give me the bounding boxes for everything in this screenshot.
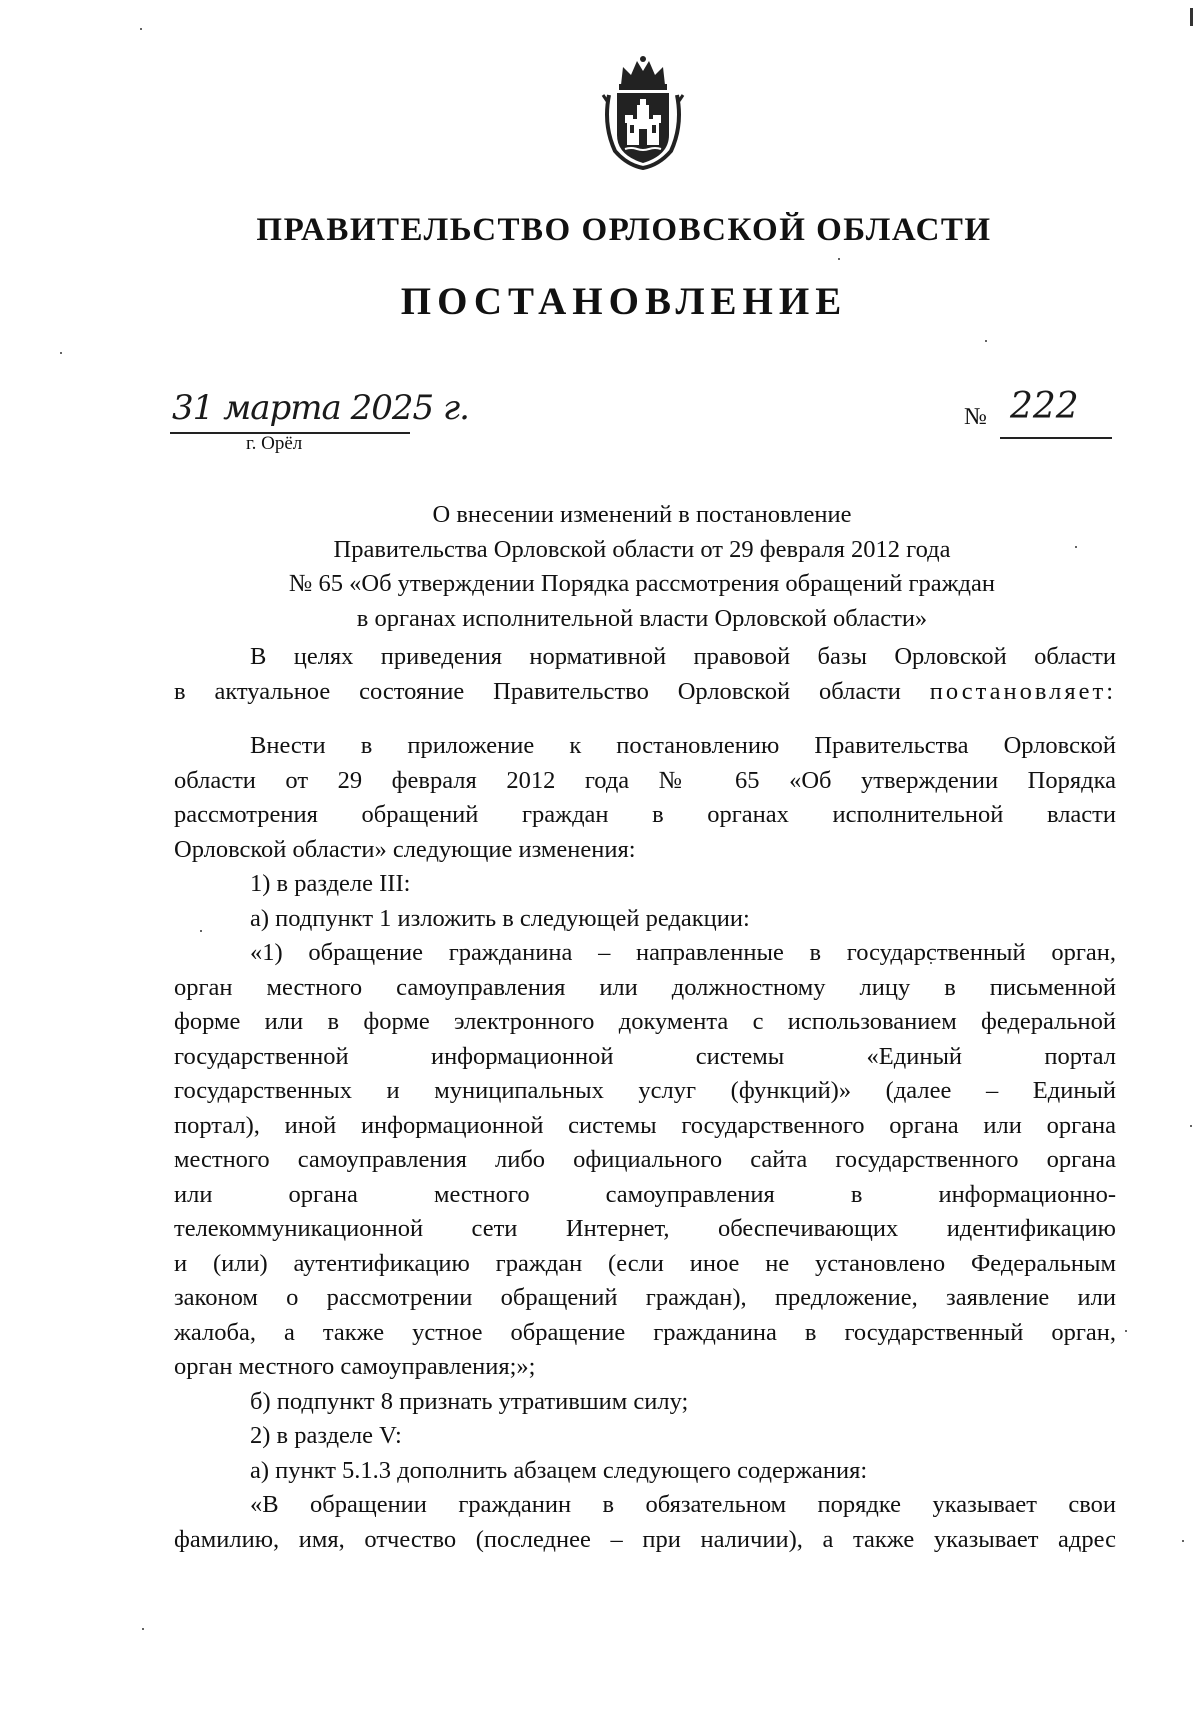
scan-speck xyxy=(985,340,987,342)
body-line: портал), иной информационной системы государственного органа или органа xyxy=(174,1111,1116,1139)
body-line: местного самоуправления либо официального сайта государственного органа xyxy=(174,1146,1116,1173)
body-line: а) пункт 5.1.3 дополнить абзацем следующего содержания: xyxy=(250,1456,868,1484)
number-underline xyxy=(1000,437,1112,439)
number-sign: № xyxy=(964,404,987,430)
body-line: а) подпункт 1 изложить в следующей редакции: xyxy=(250,904,750,932)
body-line: Орловской области» следующие изменения: xyxy=(174,835,636,863)
body-line: области от 29 февраля 2012 года № 65 «Об утверждении Порядка xyxy=(174,766,1116,794)
body-line: форме или в форме электронного документа с использованием федеральной xyxy=(174,1008,1116,1035)
scan-speck xyxy=(1190,1125,1192,1127)
decree-verb: постановляет: xyxy=(929,677,1116,705)
body-line: государственных и муниципальных услуг (функций)» (далее – Единый xyxy=(174,1077,1116,1104)
body-line: телекоммуникационной сети Интернет, обеспечивающих идентификацию xyxy=(174,1215,1116,1242)
number-handwritten: 222 xyxy=(1010,386,1079,427)
scan-speck xyxy=(1190,8,1193,26)
body-line: Внести в приложение к постановлению Правительства Орловской xyxy=(250,732,1116,759)
document-subject xyxy=(170,498,1114,636)
body-line: б) подпункт 8 признать утратившим силу; xyxy=(250,1387,689,1415)
body-line: или органа местного самоуправления в информационно- xyxy=(174,1180,1116,1208)
scan-speck xyxy=(60,352,62,354)
body-line: 1) в разделе III: xyxy=(250,870,411,897)
document-type-title: ПОСТАНОВЛЕНИЕ xyxy=(400,280,848,323)
subject-line: О внесении изменений в постановление xyxy=(432,501,852,528)
body-line: и (или) аутентификацию граждан (если иное не установлено Федеральным xyxy=(174,1249,1116,1277)
government-title: ПРАВИТЕЛЬСТВО ОРЛОВСКОЙ ОБЛАСТИ xyxy=(256,212,992,248)
orel-oblast-coat-of-arms-icon xyxy=(601,55,685,171)
decree-body xyxy=(174,729,1116,1557)
body-line: «1) обращение гражданина – направленные в государственный орган, xyxy=(250,939,1116,966)
preamble-text: в актуальное состояние Правительство Орловской области xyxy=(174,677,901,705)
body-line: жалоба, а также устное обращение гражданина в государственный орган, xyxy=(174,1318,1116,1346)
scan-speck xyxy=(140,28,142,30)
date-handwritten: 31 марта 2025 г. xyxy=(172,388,469,428)
body-line: законом о рассмотрении обращений граждан), предложение, заявление или xyxy=(174,1284,1116,1311)
body-line: рассмотрения обращений граждан в органах исполнительной власти xyxy=(174,801,1116,828)
body-line: орган местного самоуправления или должностному лицу в письменной xyxy=(174,973,1116,1001)
subject-line: № 65 «Об утверждении Порядка рассмотрения обращений граждан xyxy=(289,570,995,597)
preamble xyxy=(174,640,1116,709)
subject-line: Правительства Орловской области от 29 февраля 2012 года xyxy=(333,535,951,563)
body-line: «В обращении гражданин в обязательном порядке указывает свои xyxy=(250,1491,1116,1518)
scan-speck xyxy=(142,1628,144,1630)
city-label: г. Орёл xyxy=(246,433,303,454)
body-line: 2) в разделе V: xyxy=(250,1422,402,1449)
body-line: орган местного самоуправления;»; xyxy=(174,1353,536,1380)
subject-line: в органах исполнительной власти Орловской области» xyxy=(356,604,928,632)
preamble-line: В целях приведения нормативной правовой базы Орловской области xyxy=(250,643,1116,670)
scan-speck xyxy=(1125,1330,1127,1332)
scan-speck xyxy=(838,258,840,260)
body-line: фамилию, имя, отчество (последнее – при наличии), а также указывает адрес xyxy=(174,1525,1116,1553)
scan-speck xyxy=(1182,1540,1184,1542)
preamble-line xyxy=(174,675,1116,710)
body-line: государственной информационной системы «Единый портал xyxy=(174,1042,1116,1070)
